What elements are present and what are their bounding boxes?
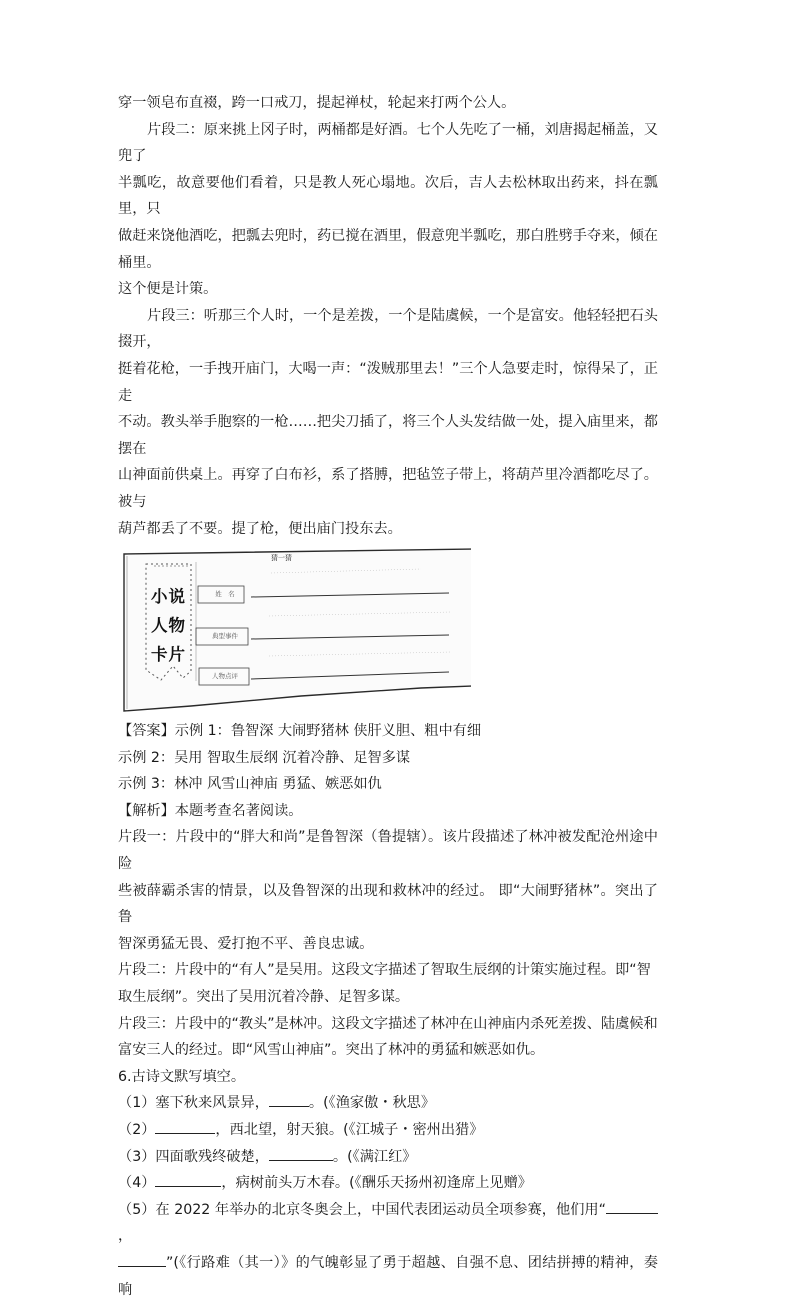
card-field-event: 典型事件 <box>212 632 238 641</box>
answer-section <box>118 718 658 798</box>
fill-blank[interactable] <box>118 1252 166 1267</box>
analysis-line: 些被薛霸杀害的情景，以及鲁智深的出现和救林冲的经过。 即“大闹野猪林”。突出了鲁 <box>118 882 658 926</box>
document-page <box>118 90 658 1303</box>
analysis-line: 智深勇猛无畏、爱打抱不平、善良忠诚。 <box>118 935 374 952</box>
fill-blank[interactable] <box>606 1199 658 1214</box>
answer-line: 示例 2：吴用 智取生辰纲 沉着冷静、足智多谋 <box>118 749 411 766</box>
poem-item-1: （1）塞下秋来风景异， 。(《渔家傲・秋思》 <box>118 1090 658 1117</box>
analysis-line: 片段三：片段中的“教头”是林冲。这段文字描述了林冲在山神庙内杀死差拨、陆虞候和 <box>118 1015 658 1032</box>
fragment-two <box>118 117 658 303</box>
analysis-line: 片段一：片段中的“胖大和尚”是鲁智深（鲁提辖）。该片段描述了林冲被发配沧州途中险 <box>118 829 658 873</box>
text-line: 葫芦都丢了不要。提了枪，便出庙门投东去。 <box>118 520 402 537</box>
poem-item-5: （5）在 2022 年举办的北京冬奥会上，中国代表团运动员全项参赛，他们用“， <box>118 1197 658 1250</box>
fill-blank[interactable] <box>155 1172 221 1187</box>
poem-item-2: （2） ，西北望，射天狼。(《江城子・密州出猎》 <box>118 1117 658 1144</box>
analysis-section <box>118 824 658 1063</box>
text-line: 片段二：原来挑上冈子时，两桶都是好酒。七个人先吃了一桶，刘唐揭起桶盖，又兜了 <box>118 121 658 165</box>
card-title: 猜一猜 <box>271 554 292 563</box>
fill-blank[interactable] <box>269 1092 309 1107</box>
card-field-name: 姓 名 <box>215 590 235 599</box>
fragment-three <box>118 303 658 542</box>
text-line: 不动。教头举手胞察的一枪……把尖刀插了，将三个人头发结做一处，提入庙里来，都摆在 <box>118 414 658 457</box>
text-line: 挺着花枪，一手拽开庙门，大喝一声：“泼贼那里去！”三个人急要走时，惊得呆了，正走 <box>118 360 658 404</box>
poem-item-3: （3）四面歌残终破楚， 。(《满江红》 <box>118 1144 658 1171</box>
analysis-line: 片段二：片段中的“有人”是吴用。这段文字描述了智取生辰纲的计策实施过程。即“智 <box>118 962 651 979</box>
card-big-text: 小说 <box>151 587 186 607</box>
character-card-image <box>121 546 471 714</box>
answer-line: 【答案】示例 1：鲁智深 大闹野猪林 侠肝义胆、粗中有细 <box>118 723 482 740</box>
text-line: 片段三：听那三个人时，一个是差拨，一个是陆虞候，一个是富安。他轻轻把石头掇开， <box>118 307 658 351</box>
analysis-heading: 【解析】本题考查名著阅读。 <box>118 802 303 819</box>
card-big-text: 卡片 <box>151 645 186 665</box>
analysis-line: 取生辰纲”。突出了吴用沉着冷静、足智多谋。 <box>118 989 410 1006</box>
text-line: 做赶来饶他酒吃，把瓢去兜时，药已搅在酒里，假意兜半瓢吃，那白胜劈手夺来，倾在桶里。 <box>118 227 658 271</box>
question-6-title: 6.古诗文默写填空。 <box>118 1068 246 1085</box>
fill-blank[interactable] <box>155 1119 215 1134</box>
text-line: 半瓢吃，故意要他们看着，只是教人死心塌地。次后，吉人去松林取出药来，抖在瓢里，只 <box>118 174 658 218</box>
paragraph-top: 穿一领皂布直裰，跨一口戒刀，提起禅杖，轮起来打两个公人。 <box>118 95 516 111</box>
analysis-line: 富安三人的经过。即“风雪山神庙”。突出了林冲的勇猛和嫉恶如仇。 <box>118 1042 545 1059</box>
poem-item-4: （4） ，病树前头万木春。(《酬乐天扬州初逢席上见赠》 <box>118 1170 658 1197</box>
answer-line: 示例 3：林冲 风雪山神庙 勇猛、嫉恶如仇 <box>118 776 382 793</box>
text-line: 这个便是计策。 <box>118 281 218 298</box>
poem-item-5-cont: ”(《行路难（其一）》的气魄彰显了勇于超越、自强不息、团结拼搏的精神，奏响 <box>118 1250 658 1303</box>
question-6-items <box>118 1090 658 1303</box>
text-line: 山神面前供桌上。再穿了白布衫，系了搭膊，把毡笠子带上，将葫芦里冷酒都吃尽了。被与 <box>118 467 658 510</box>
card-big-text: 人物 <box>151 616 186 636</box>
card-field-comment: 人物点评 <box>212 672 238 681</box>
fill-blank[interactable] <box>269 1146 333 1161</box>
